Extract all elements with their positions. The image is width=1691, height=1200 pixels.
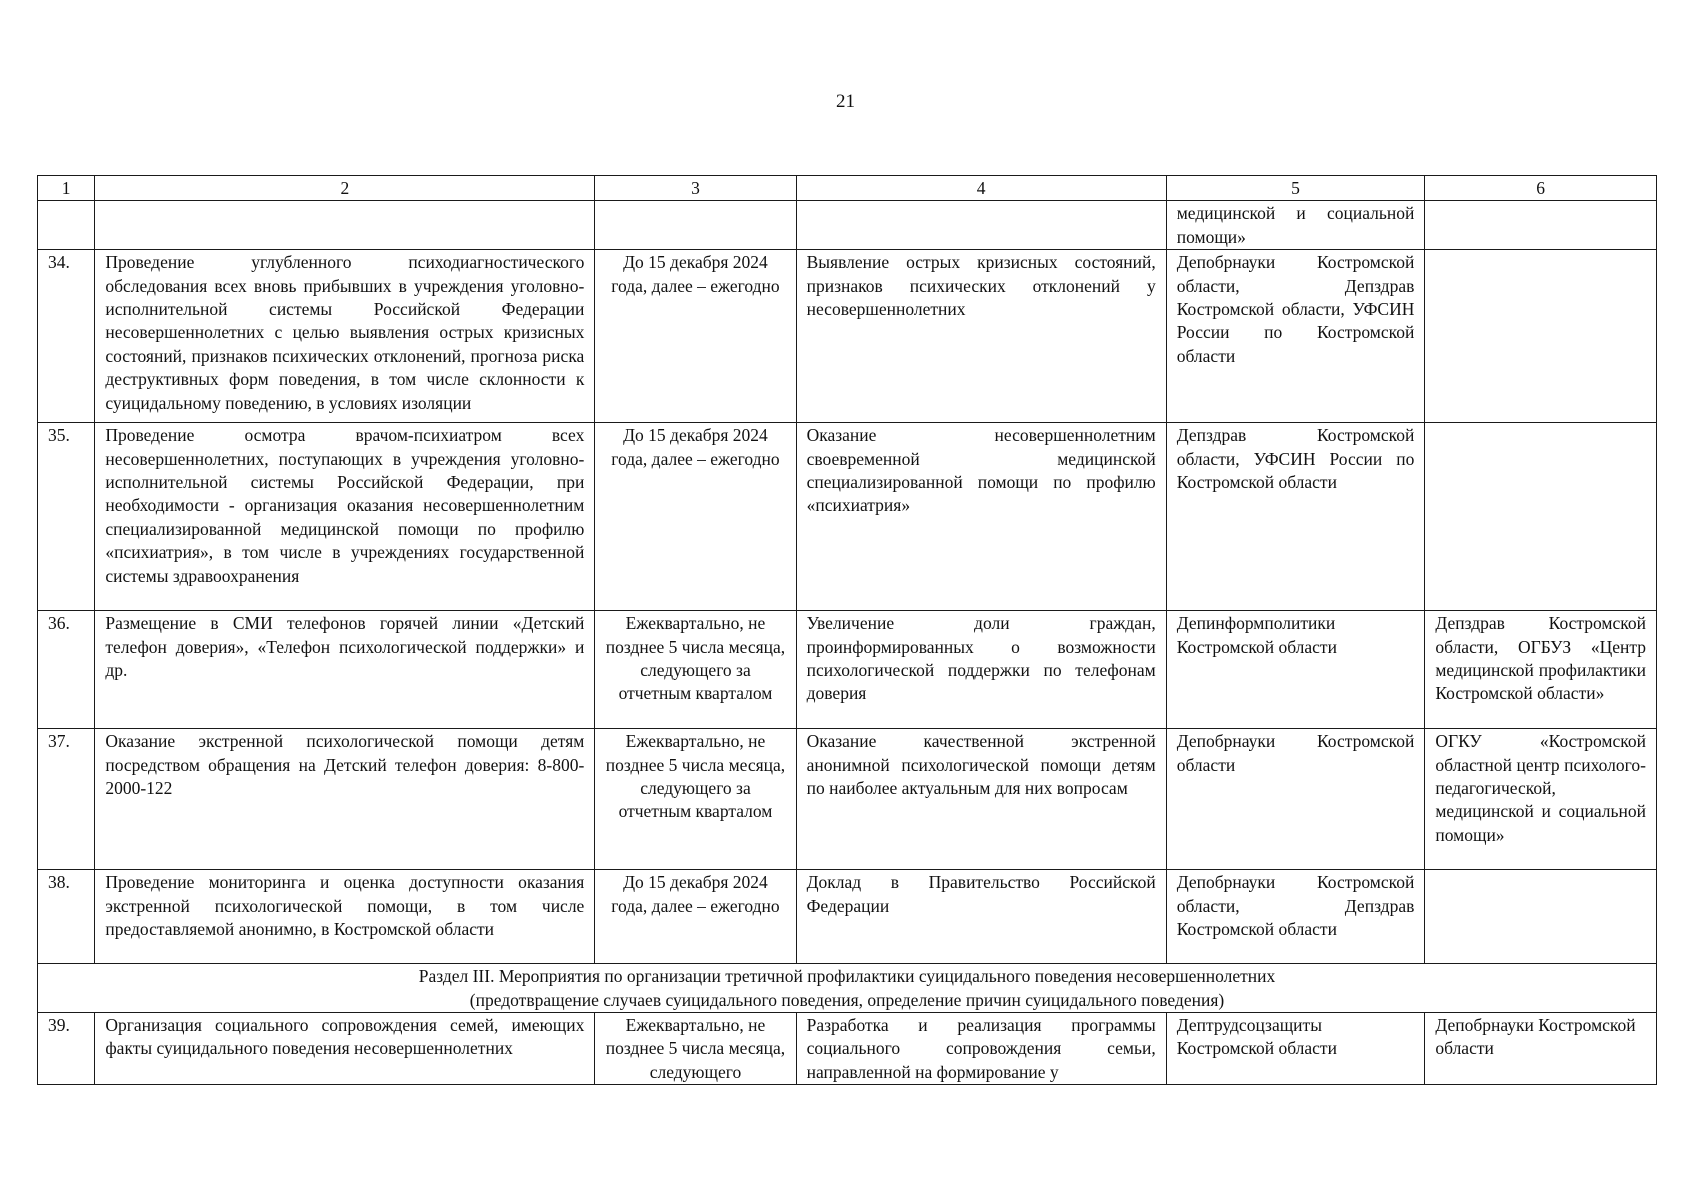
- table-row: [38, 729, 1657, 870]
- table-row: [38, 423, 1657, 611]
- deadline-cell: До 15 декабря 2024 года, далее – ежегодно: [595, 250, 796, 423]
- table-row: [38, 1013, 1657, 1085]
- header-cell: 6: [1425, 176, 1657, 201]
- row-number: 34.: [38, 250, 95, 423]
- table-row: [38, 250, 1657, 423]
- page-number: 21: [836, 91, 855, 112]
- action-cell: Проведение углубленного психодиагностического обследования всех вновь прибывших в учреждения уголовно-исполнительной системы Российской Федерации несовершеннолетних с целью выявления острых кризисных состояний, признаков психических отклонений, прогноза риска деструктивных форм поведения, в том числе склонности к суицидальному поведению, в условиях изоляции: [95, 250, 595, 423]
- header-cell: 3: [595, 176, 796, 201]
- header-cell: 5: [1166, 176, 1425, 201]
- coexecutor-cell: Депздрав Костромской области, ОГБУЗ «Центр медицинской профилактики Костромской области»: [1425, 611, 1657, 729]
- executor-cell: Депобрнауки Костромской области, Депздрав Костромской области: [1166, 870, 1425, 964]
- executor-cell: Депобрнауки Костромской области, Депздрав Костромской области, УФСИН России по Костромской области: [1166, 250, 1425, 423]
- deadline-cell: [595, 201, 796, 250]
- deadline-cell: До 15 декабря 2024 года, далее – ежегодно: [595, 423, 796, 611]
- action-cell: Проведение мониторинга и оценка доступности оказания экстренной психологической помощи, в том числе предоставляемой анонимно, в Костромской области: [95, 870, 595, 964]
- section-heading: [38, 964, 1657, 1013]
- deadline-cell: Ежеквартально, не позднее 5 числа месяца, следующего за отчетным кварталом: [595, 611, 796, 729]
- action-cell: Организация социального сопровождения семей, имеющих факты суицидального поведения несовершеннолетних: [95, 1013, 595, 1085]
- section-row: [38, 964, 1657, 1013]
- section-title: Раздел III. Мероприятия по организации третичной профилактики суицидального поведения несовершеннолетних: [418, 966, 1276, 987]
- table-row: [38, 611, 1657, 729]
- executor-cell: медицинской и социальной помощи»: [1166, 201, 1425, 250]
- table-row: [38, 870, 1657, 964]
- result-cell: Оказание несовершеннолетним своевременной медицинской специализированной помощи по профилю «психиатрия»: [796, 423, 1166, 611]
- header-row: [38, 176, 1657, 201]
- header-cell: 1: [38, 176, 95, 201]
- result-cell: [796, 201, 1166, 250]
- executor-cell: Депинформполитики Костромской области: [1166, 611, 1425, 729]
- coexecutor-cell: [1425, 250, 1657, 423]
- header-cell: 2: [95, 176, 595, 201]
- row-number: 35.: [38, 423, 95, 611]
- executor-cell: Депобрнауки Костромской области: [1166, 729, 1425, 870]
- header-cell: 4: [796, 176, 1166, 201]
- deadline-cell: Ежеквартально, не позднее 5 числа месяца, следующего: [595, 1013, 796, 1085]
- continuation-row: [38, 201, 1657, 250]
- executor-cell: Дептрудсоцзащиты Костромской области: [1166, 1013, 1425, 1085]
- row-number: [38, 201, 95, 250]
- result-cell: Выявление острых кризисных состояний, признаков психических отклонений у несовершеннолетних: [796, 250, 1166, 423]
- coexecutor-cell: ОГКУ «Костромской областной центр психолого-педагогической, медицинской и социальной помощи»: [1425, 729, 1657, 870]
- result-cell: Увеличение доли граждан, проинформированных о возможности психологической поддержки по телефонам доверия: [796, 611, 1166, 729]
- measures-table: [37, 175, 1657, 1085]
- row-number: 38.: [38, 870, 95, 964]
- action-cell: [95, 201, 595, 250]
- coexecutor-cell: [1425, 423, 1657, 611]
- executor-cell: Депздрав Костромской области, УФСИН России по Костромской области: [1166, 423, 1425, 611]
- result-cell: Оказание качественной экстренной анонимной психологической помощи детям по наиболее актуальным для них вопросам: [796, 729, 1166, 870]
- deadline-cell: До 15 декабря 2024 года, далее – ежегодно: [595, 870, 796, 964]
- deadline-cell: Ежеквартально, не позднее 5 числа месяца, следующего за отчетным кварталом: [595, 729, 796, 870]
- action-cell: Размещение в СМИ телефонов горячей линии «Детский телефон доверия», «Телефон психологической поддержки» и др.: [95, 611, 595, 729]
- action-cell: Оказание экстренной психологической помощи детям посредством обращения на Детский телефон доверия: 8-800-2000-122: [95, 729, 595, 870]
- coexecutor-cell: [1425, 870, 1657, 964]
- action-cell: Проведение осмотра врачом-психиатром всех несовершеннолетних, поступающих в учреждения уголовно-исполнительной системы Российской Федерации, при необходимости - организация оказания несовершеннолетним специализированной медицинской помощи по профилю «психиатрия», в том числе в учреждениях государственной системы здравоохранения: [95, 423, 595, 611]
- row-number: 37.: [38, 729, 95, 870]
- result-cell: Доклад в Правительство Российской Федерации: [796, 870, 1166, 964]
- row-number: 39.: [38, 1013, 95, 1085]
- coexecutor-cell: [1425, 201, 1657, 250]
- coexecutor-cell: Депобрнауки Костромской области: [1425, 1013, 1657, 1085]
- row-number: 36.: [38, 611, 95, 729]
- result-cell: Разработка и реализация программы социального сопровождения семьи, направленной на формирование у: [796, 1013, 1166, 1085]
- section-subtitle: (предотвращение случаев суицидального поведения, определение причин суицидального поведения): [469, 989, 1225, 1010]
